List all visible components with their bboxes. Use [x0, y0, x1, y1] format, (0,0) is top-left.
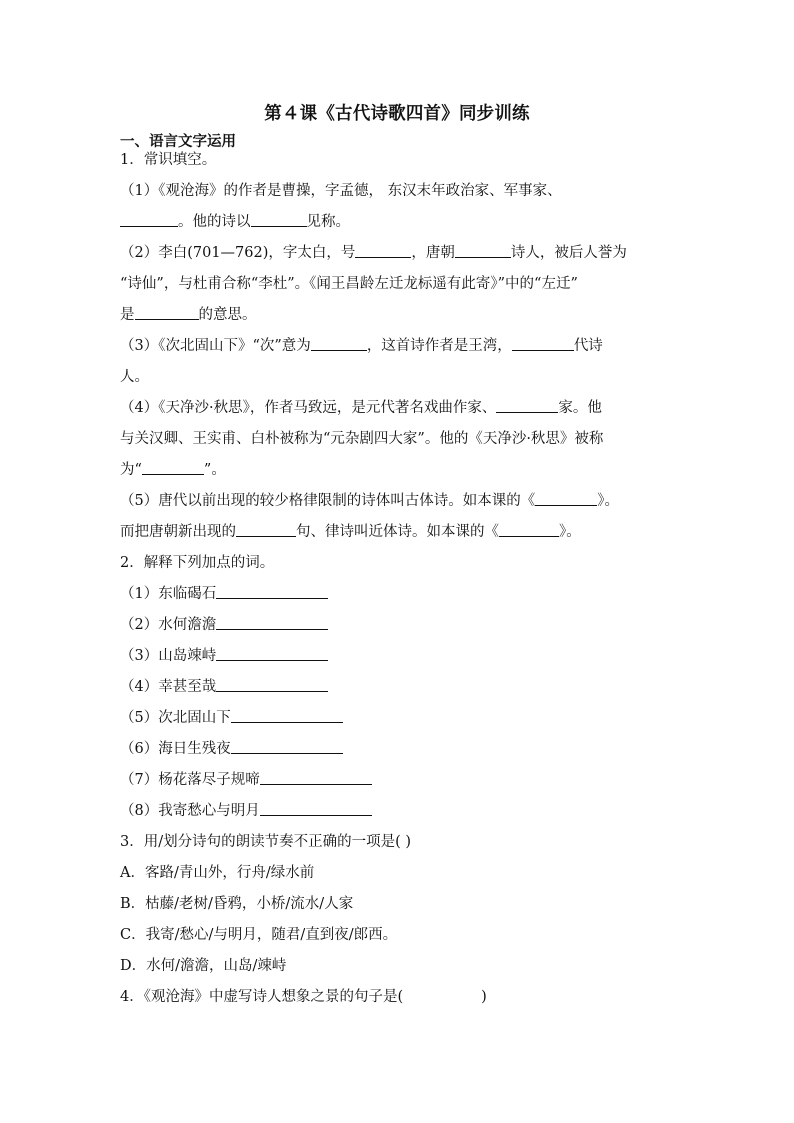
- q2-item: （7）杨花落尽子规啼: [120, 770, 372, 790]
- q1-item5-line1: （5）唐代以前出现的较少格律限制的诗体叫古体诗。如本课的《 》。: [120, 493, 619, 509]
- q2-item: （1）东临碣石: [120, 584, 328, 604]
- q1-item3-line2: 人。: [120, 369, 149, 385]
- answer-blank[interactable]: [311, 336, 367, 351]
- answer-blank[interactable]: [216, 615, 328, 630]
- page-title: 第４课《古代诗歌四首》同步训练: [264, 104, 530, 124]
- q3-option-b[interactable]: B．枯藤/老树/昏鸦，小桥/流水/人家: [120, 896, 354, 912]
- q1-heading: 1．常识填空。: [120, 152, 217, 168]
- q2-item: （6）海日生残夜: [120, 739, 343, 759]
- q1-item1-line1: （1）《观沧海》的作者是曹操，字孟德， 东汉末年政治家、军事家、: [120, 183, 562, 199]
- q3-option-c[interactable]: C．我寄/愁心/与明月，随君/直到夜/郎西。: [120, 927, 398, 943]
- q1-item4-line3: 为“ ”。: [120, 462, 226, 478]
- answer-blank[interactable]: [251, 212, 307, 227]
- answer-blank[interactable]: [260, 801, 372, 816]
- q1-item4-line1: （4）《天净沙·秋思》，作者马致远，是元代著名戏曲作家、 家。他: [120, 400, 602, 416]
- q2-heading: 2．解释下列加点的词。: [120, 555, 275, 571]
- answer-blank[interactable]: [216, 677, 328, 692]
- answer-blank[interactable]: [231, 739, 343, 754]
- q2-item: （2）水何澹澹: [120, 615, 328, 635]
- answer-blank[interactable]: [355, 243, 411, 258]
- section-heading: 一、语言文字运用: [120, 134, 236, 150]
- answer-blank[interactable]: [236, 522, 296, 537]
- q1-item5-line2: 而把唐朝新出现的 句、律诗叫近体诗。如本课的《 》。: [120, 524, 581, 540]
- answer-blank[interactable]: [135, 305, 199, 320]
- q3-option-d[interactable]: D．水何/澹澹，山岛/竦峙: [120, 958, 287, 974]
- q1-item1-line2: 。他的诗以 见称。: [120, 212, 350, 232]
- answer-blank[interactable]: [231, 708, 343, 723]
- answer-blank[interactable]: [535, 491, 597, 506]
- q2-item: （4）幸甚至哉: [120, 677, 328, 697]
- answer-blank[interactable]: [455, 243, 511, 258]
- q3-option-a[interactable]: A．客路/青山外，行舟/绿水前: [120, 865, 315, 881]
- q1-item2-line1: （2）李白(701—762)，字太白，号 ，唐朝 诗人，被后人誉为: [120, 245, 627, 261]
- q2-item: （3）山岛竦峙: [120, 646, 328, 666]
- answer-blank[interactable]: [216, 584, 328, 599]
- answer-blank[interactable]: [512, 336, 574, 351]
- answer-blank[interactable]: [120, 212, 178, 227]
- answer-blank[interactable]: [142, 460, 204, 475]
- q1-item2-line3: 是 的意思。: [120, 307, 257, 323]
- answer-blank[interactable]: [216, 646, 328, 661]
- q3-heading: 3．用/划分诗句的朗读节奏不正确的一项是( ): [120, 834, 412, 850]
- q2-item: （5）次北固山下: [120, 708, 343, 728]
- q1-item3-line1: （3）《次北固山下》“次”意为 ，这首诗作者是王湾， 代诗: [120, 338, 603, 354]
- q4-heading: 4．《观沧海》中虚写诗人想象之景的句子是( ): [120, 989, 487, 1005]
- answer-blank[interactable]: [496, 398, 558, 413]
- answer-blank[interactable]: [499, 522, 559, 537]
- answer-blank[interactable]: [260, 770, 372, 785]
- q2-item: （8）我寄愁心与明月: [120, 801, 372, 821]
- q1-item4-line2: 与关汉卿、王实甫、白朴被称为“元杂剧四大家”。他的《天净沙·秋思》被称: [120, 431, 604, 447]
- q1-item2-line2: “诗仙”，与杜甫合称“李杜”。《闻王昌龄左迁龙标遥有此寄》”中的“左迁”: [120, 276, 578, 292]
